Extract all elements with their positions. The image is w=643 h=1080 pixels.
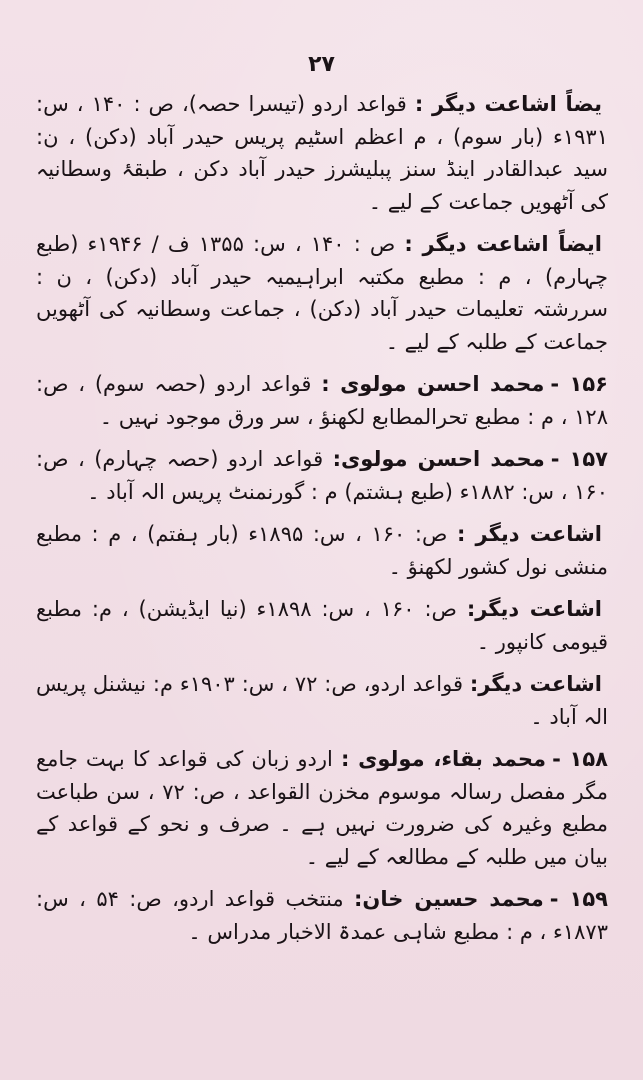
entry-157 (36, 443, 608, 508)
entry-159 (36, 883, 608, 948)
entry-text: قواعد اردو (حصہ سوم) ، ص: ۱۲۸ ، م : مطبع تحرالمطابع لکھنؤ ، سر ورق موجود نہیں ۔ (36, 372, 608, 429)
entry-2 (36, 228, 608, 358)
entry-author: اشاعت دیگر: (469, 672, 602, 696)
entry-author: محمد حسین خان: (354, 887, 544, 911)
entry-text: ص: ۱۶۰ ، س: ۱۸۹۸ء (نیا ایڈیشن) ، م: مطبع قیومی کانپور ۔ (36, 597, 608, 654)
entry-text: ص: ۱۶۰ ، س: ۱۸۹۵ء (بار ہفتم) ، م : مطبع منشی نول کشور لکھنؤ ۔ (36, 522, 608, 579)
entry-157-edition-c (36, 668, 608, 733)
page-number: ۲۷ (308, 52, 335, 77)
entry-author: اشاعت دیگر : (456, 522, 603, 546)
entry-author: محمد احسن مولوی : (321, 372, 545, 396)
entry-text: قواعد اردو (حصہ چہارم) ، ص: ۱۶۰ ، س: ۱۸۸۲ء (طبع ہشتم) م : گورنمنٹ پریس الہ آباد ۔ (36, 447, 608, 504)
bibliography-list (36, 88, 608, 958)
entry-number: ۱۵۹ - (549, 887, 608, 911)
entry-157-edition-a (36, 518, 608, 583)
entry-156 (36, 368, 608, 433)
entry-author: محمد بقاء، مولوی : (340, 747, 547, 771)
entry-author: ایضاً اشاعت دیگر : (404, 232, 602, 256)
entry-number: ۱۵۷ - (550, 447, 608, 471)
entry-author: محمد احسن مولوی: (332, 447, 545, 471)
entry-text: اردو زبان کی قواعد کا بہت جامع مگر مفصل رسالہ موسوم مخزن القواعد ، ص: ۷۲ ، سن طباعت مطبع وغیرہ کی ضرورت نہیں ہے ۔ صرف و نحو کے قواعد کے بیان میں طلبہ کے مطالعہ کے لیے ۔ (36, 747, 608, 869)
entry-number: ۱۵۶ - (550, 372, 608, 396)
entry-text: منتخب قواعد اردو، ص: ۵۴ ، س: ۱۸۷۳ء ، م : مطبع شاہی عمدۃ الاخبار مدراس ۔ (36, 887, 608, 944)
entry-author: یضاً اشاعت دیگر : (414, 92, 602, 116)
entry-text: ص : ۱۴۰ ، س: ۱۳۵۵ ف / ۱۹۴۶ء (طبع چہارم) ، م : مطبع مکتبہ ابراہیمیہ حیدر آباد (دکن) ، ن : سررشتہ تعلیمات حیدر آباد (دکن) ، جماعت وسطانیہ کی آٹھویں جماعت کے طلبہ کے لیے ۔ (36, 232, 608, 354)
entry-text: قواعد اردو، ص: ۷۲ ، س: ۱۹۰۳ء م: نیشنل پریس الہ آباد ۔ (36, 672, 608, 729)
entry-158 (36, 743, 608, 873)
entry-157-edition-b (36, 593, 608, 658)
entry-number: ۱۵۸ - (552, 747, 608, 771)
entry-author: اشاعت دیگر: (466, 597, 603, 621)
entry-1 (36, 88, 608, 218)
entry-text: قواعد اردو (تیسرا حصہ)، ص : ۱۴۰ ، س: ۱۹۳۱ء (بار سوم) ، م اعظم اسٹیم پریس حیدر آباد (دکن) ، ن: سید عبدالقادر اینڈ سنز پبلیشرز حیدر آباد دکن ، طبقۂ وسطانیہ کی آٹھویں جماعت کے لیے ۔ (36, 92, 608, 214)
